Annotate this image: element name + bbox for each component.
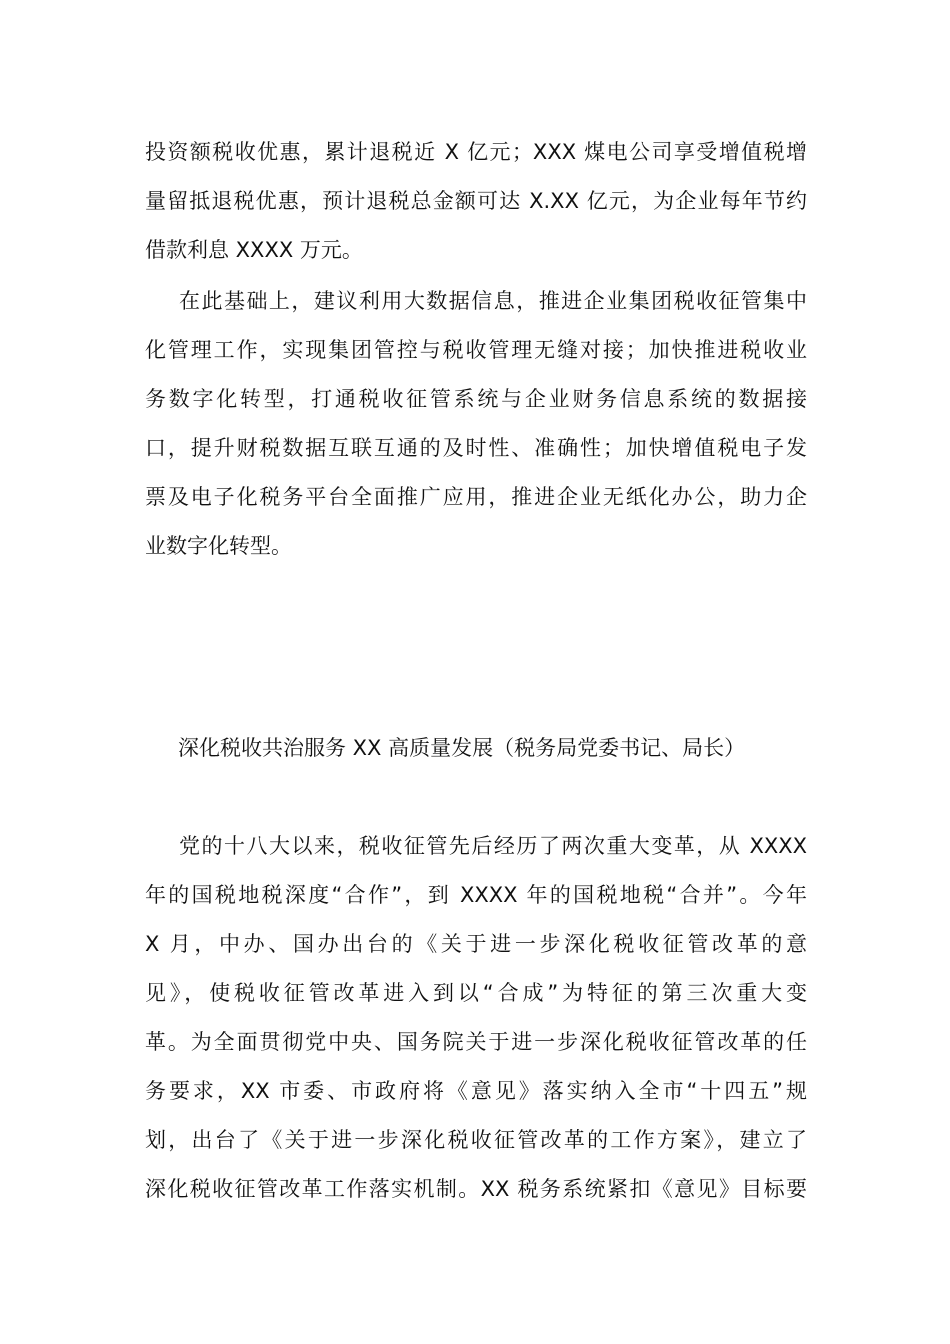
section-heading: 深化税收共治服务 XX 高质量发展（税务局党委书记、局长）: [178, 736, 746, 760]
text-line: 年的国税地税深度“合作”，到 XXXX 年的国税地税“合并”。今年: [145, 883, 807, 907]
text-line: 深化税收征管改革工作落实机制。XX 税务系统紧扣《意见》目标要: [145, 1177, 807, 1201]
text-line: 业数字化转型。: [145, 534, 292, 558]
text-line: 口，提升财税数据互联互通的及时性、准确性；加快增值税电子发: [145, 436, 807, 460]
text-line: 务数字化转型，打通税收征管系统与企业财务信息系统的数据接: [145, 387, 807, 411]
text-line: 票及电子化税务平台全面推广应用，推进企业无纸化办公，助力企: [145, 485, 807, 509]
text-line: 见》，使税收征管改革进入到以“合成”为特征的第三次重大变: [145, 981, 807, 1005]
text-line: 务要求，XX 市委、市政府将《意见》落实纳入全市“十四五”规: [145, 1079, 807, 1103]
paragraph-recommendations: [145, 277, 807, 571]
text-line: X 月，中办、国办出台的《关于进一步深化税收征管改革的意: [145, 932, 807, 956]
text-line: 在此基础上，建议利用大数据信息，推进企业集团税收征管集中: [179, 289, 807, 313]
text-line: 借款利息 XXXX 万元。: [145, 238, 363, 262]
text-line: 划，出台了《关于进一步深化税收征管改革的工作方案》，建立了: [145, 1128, 807, 1152]
paragraph-tax-reform: [145, 822, 807, 1214]
text-line: 党的十八大以来，税收征管先后经历了两次重大变革，从 XXXX: [179, 834, 807, 858]
text-line: 量留抵退税优惠，预计退税总金额可达 X.XX 亿元，为企业每年节约: [145, 189, 807, 213]
paragraph-tax-refund-continuation: [145, 128, 807, 275]
text-line: 革。为全面贯彻党中央、国务院关于进一步深化税收征管改革的任: [145, 1030, 807, 1054]
text-line: 投资额税收优惠，累计退税近 X 亿元；XXX 煤电公司享受增值税增: [145, 140, 807, 164]
text-line: 化管理工作，实现集团管控与税收管理无缝对接；加快推进税收业: [145, 338, 807, 362]
